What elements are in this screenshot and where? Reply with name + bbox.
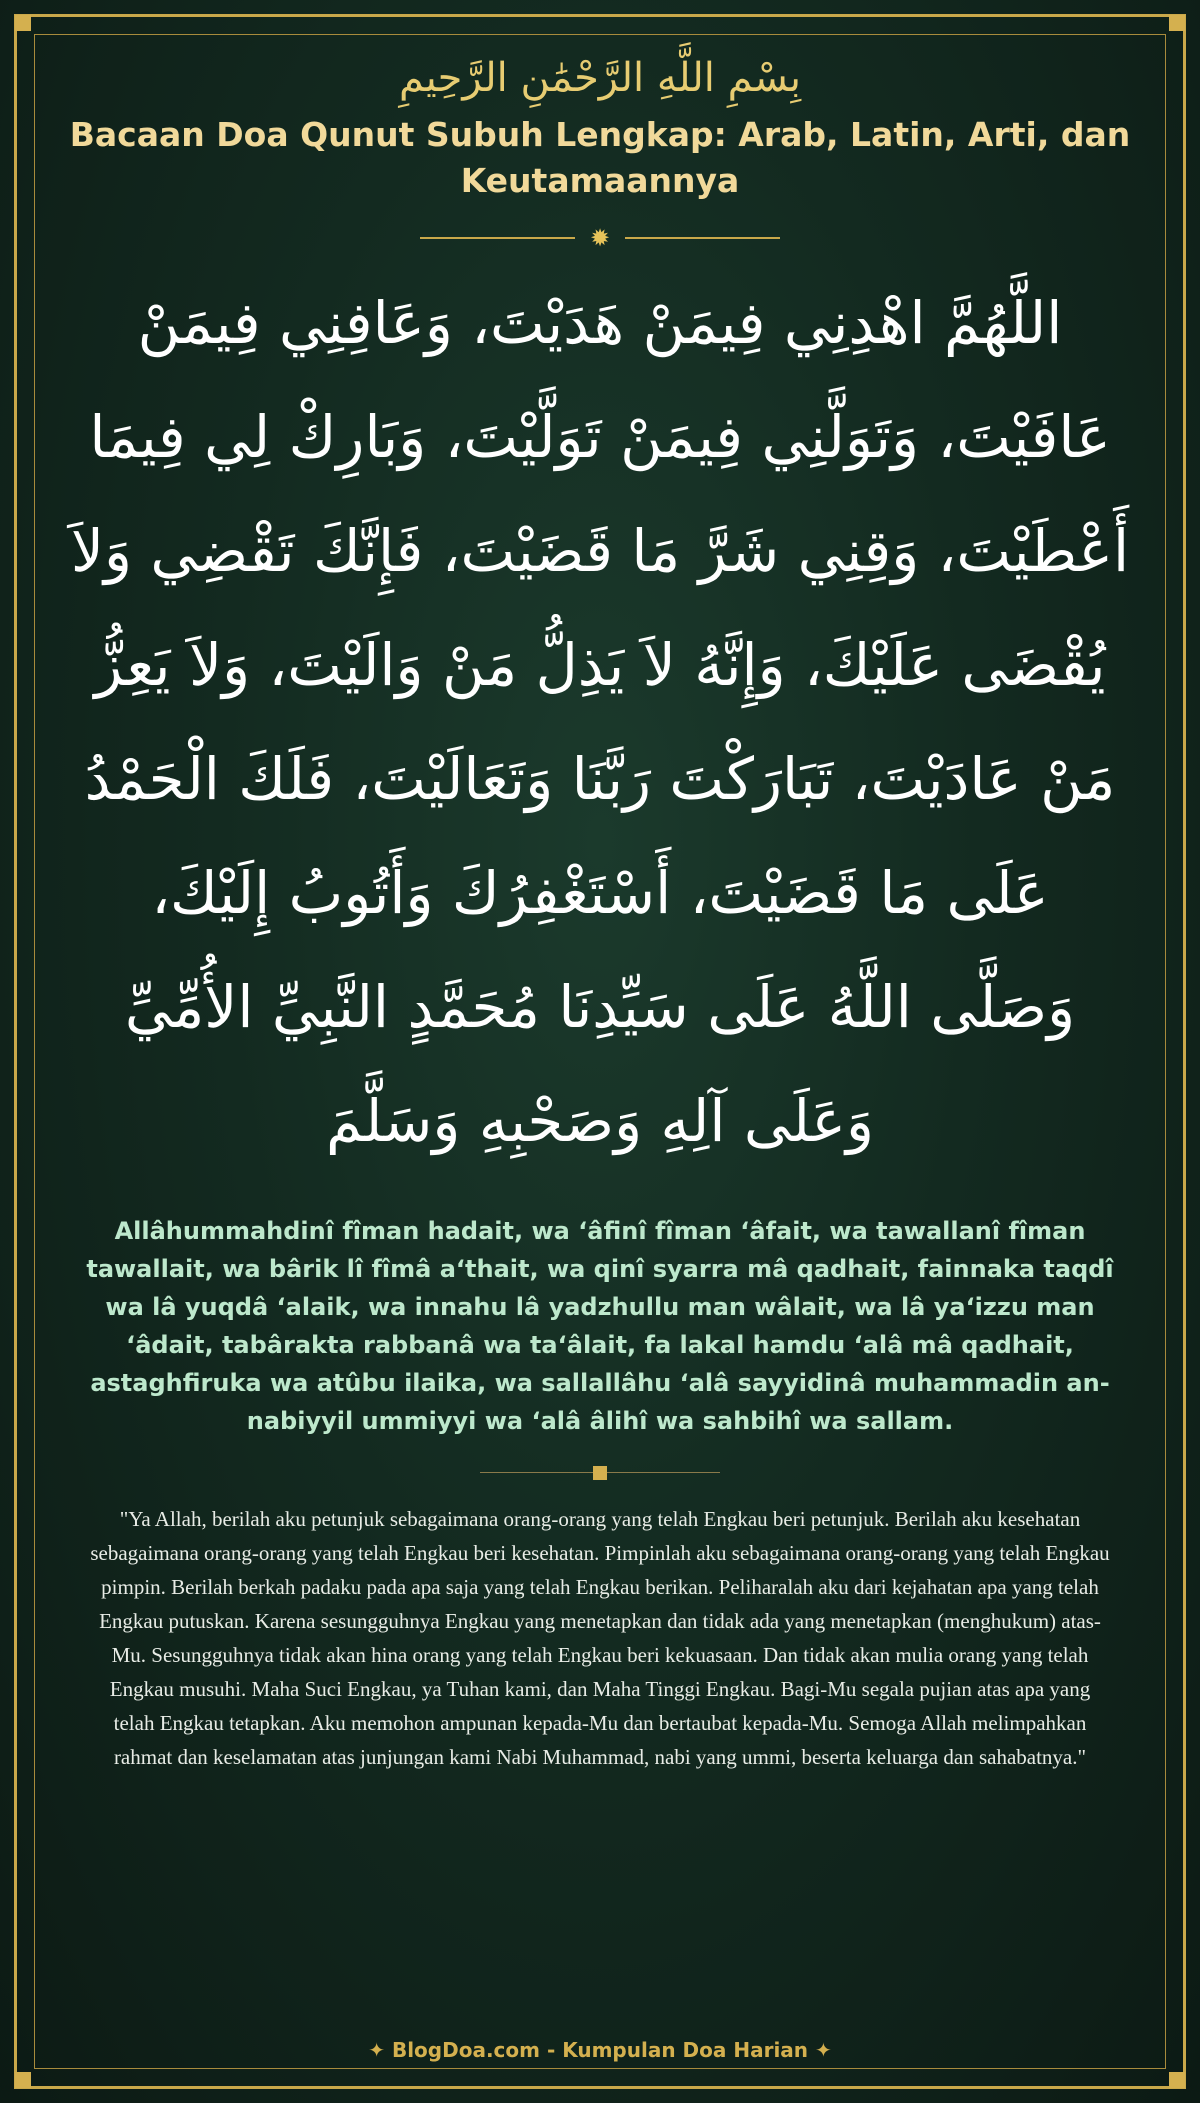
corner-ornament	[15, 2072, 31, 2088]
doa-arabic-text: اللَّهُمَّ اهْدِنِي فِيمَنْ هَدَيْتَ، وَعَافِنِي فِيمَنْ عَافَيْتَ، وَتَوَلَّنِي فِيمَنْ تَوَلَّيْتَ، وَبَارِكْ لِي فِيمَا أَعْطَيْتَ، وَقِنِي شَرَّ مَا قَضَيْتَ، فَإِنَّكَ تَقْضِي وَلاَ يُقْضَى عَلَيْكَ، وَإِنَّهُ لاَ يَذِلُّ مَنْ وَالَيْتَ، وَلاَ يَعِزُّ مَنْ عَادَيْتَ، تَبَارَكْتَ رَبَّنَا وَتَعَالَيْتَ، فَلَكَ الْحَمْدُ عَلَى مَا قَضَيْتَ، أَسْتَغْفِرُكَ وَأَتُوبُ إِلَيْكَ، وَصَلَّى اللَّهُ عَلَى سَيِّدِنَا مُحَمَّدٍ النَّبِيِّ الأُمِّيِّ وَعَلَى آلِهِ وَصَحْبِهِ وَسَلَّمَ	[70, 289, 1130, 1155]
divider-small	[480, 1466, 720, 1480]
square-ornament-icon	[593, 1466, 607, 1480]
corner-ornament	[15, 15, 31, 31]
doa-translation-text: "Ya Allah, berilah aku petunjuk sebagaimana orang-orang yang telah Engkau beri petunjuk. Berilah aku kesehatan sebagaimana orang-orang yang telah Engkau beri kesehatan. Pimpinlah aku sebagaimana orang-orang yang telah Engkau pimpin. Berilah berkah padaku pada apa saja yang telah Engkau berikan. Peliharalah aku dari kejahatan apa yang telah Engkau putuskan. Karena sesungguhnya Engkau yang menetapkan dan tidak ada yang menetapkan (menghukum) atas-Mu. Sesungguhnya tidak akan hina orang yang telah Engkau beri kekuasaan. Dan tidak akan mulia orang yang telah Engkau musuhi. Maha Suci Engkau, ya Tuhan kami, dan Maha Tinggi Engkau. Bagi-Mu segala pujian atas apa yang telah Engkau tetapkan. Aku memohon ampunan kepada-Mu dan bertaubat kepada-Mu. Semoga Allah melimpahkan rahmat dan keselamatan atas junjungan kami Nabi Muhammad, nabi yang ummi, beserta keluarga dan sahabatnya."	[90, 1507, 1110, 1769]
corner-ornament	[1169, 15, 1185, 31]
corner-ornament	[1169, 2072, 1185, 2088]
doa-latin-text: Allâhummahdinî fîman hadait, wa ‘âfinî fîman ‘âfait, wa tawallanî fîman tawallait, wa bârik lî fîmâ a‘thait, wa qinî syarra mâ qadhait, fainnaka taqdî wa lâ yuqdâ ‘alaik, wa innahu lâ yadzhullu man wâlait, wa lâ ya‘izzu man ‘âdait, tabârakta rabbanâ wa ta‘âlait, fa lakal hamdu ‘alâ mâ qadhait, astaghfiruka wa atûbu ilaika, wa sallallâhu ‘alâ sayyidinâ muhammadin an-nabiyyil ummiyyi wa ‘alâ âlihî wa sahbihî wa sallam.	[86, 1217, 1114, 1435]
star-icon: ✹	[589, 224, 611, 252]
basmalah: بِسْمِ اللَّهِ الرَّحْمَٰنِ الرَّحِيمِ	[398, 55, 802, 101]
footer-credit: ✦ BlogDoa.com - Kumpulan Doa Harian ✦	[368, 2038, 832, 2062]
main-content	[60, 50, 1140, 1774]
page-title: Bacaan Doa Qunut Subuh Lengkap: Arab, Latin, Arti, dan Keutamaannya	[69, 115, 1131, 200]
divider-ornament	[420, 226, 780, 250]
divider-line	[625, 237, 780, 239]
divider-line	[420, 237, 575, 239]
